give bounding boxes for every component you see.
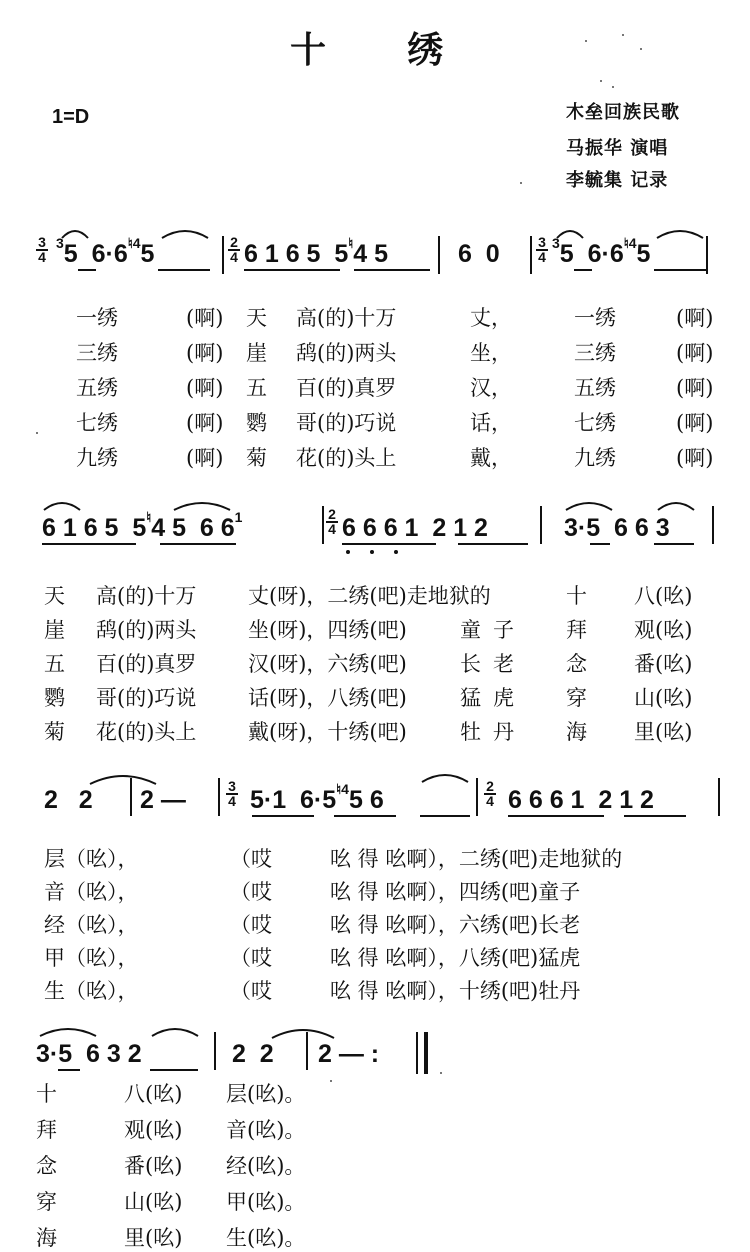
note-group: 6 6 6 1 2 1 2	[508, 786, 654, 814]
note-group: 5·1 $6\cdot 5^{♮4}5$ 6	[250, 781, 384, 814]
note-group: 6 6 6 1 2 1 2	[342, 514, 488, 542]
time-signature: $\frac{3}{4}$	[36, 236, 48, 264]
note-group: 3·5 6 3 2	[36, 1040, 142, 1068]
lyric-row: 海 里(吆) 生(吆)。	[36, 1226, 306, 1250]
note-group: 6 0	[458, 240, 500, 268]
note-group: 2 2	[232, 1040, 274, 1068]
time-signature: $\frac{3}{4}$	[536, 236, 548, 264]
time-signature: $\frac{2}{4}$	[228, 236, 240, 264]
credit-singer: 马振华 演唱	[566, 138, 669, 159]
title-char-2: 绣	[407, 29, 444, 71]
note-group: $^3$5 $6\cdot 6^{♮4}5$	[552, 235, 651, 268]
credit-origin: 木垒回族民歌	[566, 102, 680, 123]
note-group: 3·5 6 6 3	[564, 514, 670, 542]
title-char-1: 十	[290, 29, 327, 71]
time-signature: $\frac{2}{4}$	[326, 508, 338, 536]
time-signature: $\frac{2}{4}$	[484, 780, 496, 808]
page-title	[290, 22, 443, 73]
note-group: 6 1 6 5 5♮4 5 6 $6^1$	[42, 509, 243, 542]
credit-recorder: 李毓集 记录	[566, 170, 669, 191]
note-group: 2 2	[44, 786, 93, 814]
note-group: 2 — :	[318, 1040, 380, 1068]
note-group: $^3$5 $6\cdot 6^{♮4}5$	[56, 235, 155, 268]
key-signature: 1=D	[52, 106, 90, 128]
note-group: 2 —	[140, 786, 186, 814]
time-signature: $\frac{3}{4}$	[226, 780, 238, 808]
note-group: 6 1 6 5 5♮4 5	[244, 235, 389, 268]
